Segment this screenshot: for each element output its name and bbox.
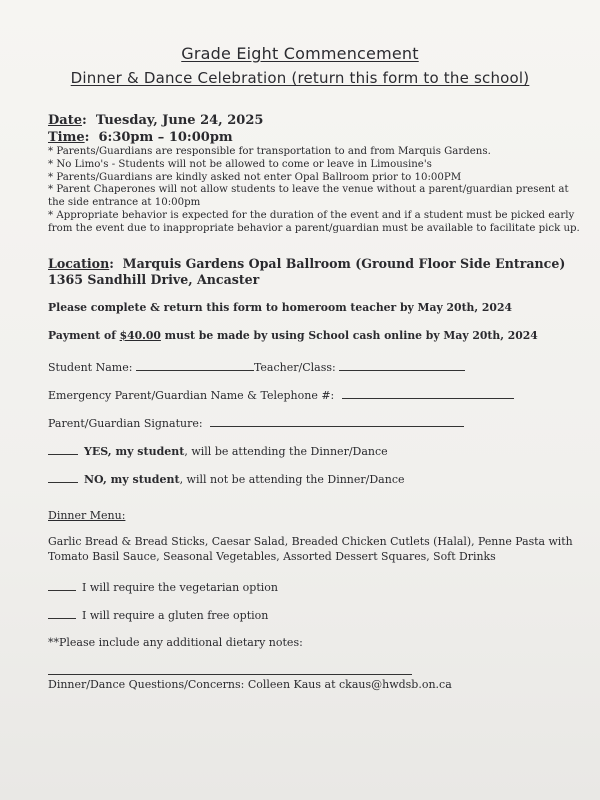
no-attending-checkbox[interactable] — [48, 472, 78, 483]
signature-field[interactable] — [210, 416, 464, 427]
note-item: * Parent Chaperones will not allow students to leave the venue without a parent/guardian present at the side entrance at 10:00pm — [48, 184, 569, 209]
location-label: Location — [48, 256, 110, 271]
signature-label: Parent/Guardian Signature: — [48, 417, 203, 430]
signature-row — [48, 416, 464, 430]
payment-instruction — [48, 329, 538, 342]
return-instruction: Please complete & return this form to homeroom teacher by May 20th, 2024 — [48, 301, 512, 314]
note-item: * No Limo's - Students will not be allowed to come or leave in Limousine's — [48, 158, 432, 170]
event-location: Location: Marquis Gardens Opal Ballroom (Ground Floor Side Entrance) 1365 Sandhill Drive, Ancaster — [48, 256, 566, 287]
payment-prefix: Payment of — [48, 329, 120, 342]
form-title: Grade Eight Commencement — [181, 44, 419, 63]
no-label: NO, my student — [84, 473, 180, 486]
event-date-time: Date: Tuesday, June 24, 2025 Time: 6:30pm – 10:00pm — [48, 113, 264, 145]
teacher-class-label: Teacher/Class: — [253, 361, 336, 374]
note-item: * Parents/Guardians are kindly asked not enter Opal Ballroom prior to 10:00PM — [48, 171, 462, 183]
event-notes — [48, 146, 588, 236]
yes-attending-checkbox[interactable] — [48, 444, 78, 455]
dietary-notes-label: **Please include any additional dietary notes: — [48, 636, 303, 649]
yes-label: YES, my student — [84, 445, 185, 458]
vegetarian-label: I will require the vegetarian option — [82, 581, 278, 594]
dinner-menu-heading: Dinner Menu: — [48, 509, 126, 522]
teacher-class-field[interactable] — [339, 360, 465, 371]
emergency-contact-field[interactable] — [342, 388, 514, 399]
gluten-free-option-row — [48, 608, 268, 622]
date-value: Tuesday, June 24, 2025 — [95, 113, 264, 128]
location-venue: Marquis Gardens Opal Ballroom (Ground Floor Side Entrance) — [122, 256, 566, 271]
no-attending-row — [48, 472, 405, 486]
payment-suffix: must be made by using School cash online by May 20th, 2024 — [160, 329, 538, 342]
yes-text: , will be attending the Dinner/Dance — [184, 445, 388, 458]
vegetarian-option-row — [48, 580, 278, 594]
yes-attending-row — [48, 444, 388, 458]
note-item: * Appropriate behavior is expected for the duration of the event and if a student must be picked early from the event due to inappropriate behavior a parent/guardian must be available to facilitate pick up. — [48, 209, 580, 234]
time-label: Time — [48, 130, 85, 145]
form-subtitle: Dinner & Dance Celebration (return this form to the school) — [70, 69, 530, 87]
gluten-free-label: I will require a gluten free option — [82, 609, 269, 622]
emergency-contact-row — [48, 388, 514, 402]
student-name-label: Student Name: — [48, 361, 133, 374]
vegetarian-checkbox[interactable] — [48, 580, 76, 591]
student-teacher-row — [48, 360, 465, 374]
date-label: Date — [48, 113, 82, 128]
dinner-menu-description: Garlic Bread & Bread Sticks, Caesar Salad, Breaded Chicken Cutlets (Halal), Penne Pasta with Tomato Basil Sauce, Seasonal Vegetables, Assorted Dessert Squares, Soft Drinks — [48, 535, 573, 563]
payment-amount: $40.00 — [119, 329, 161, 342]
no-text: , will not be attending the Dinner/Dance — [179, 473, 405, 486]
gluten-free-checkbox[interactable] — [48, 608, 76, 619]
emergency-contact-label: Emergency Parent/Guardian Name & Telephone #: — [48, 389, 335, 402]
dietary-notes-field[interactable] — [48, 674, 412, 675]
contact-info: Dinner/Dance Questions/Concerns: Colleen Kaus at ckaus@hwdsb.on.ca — [48, 678, 452, 691]
time-value: 6:30pm – 10:00pm — [98, 130, 233, 145]
location-address: 1365 Sandhill Drive, Ancaster — [48, 272, 260, 287]
student-name-field[interactable] — [136, 360, 254, 371]
note-item: * Parents/Guardians are responsible for transportation to and from Marquis Gardens. — [48, 146, 491, 157]
